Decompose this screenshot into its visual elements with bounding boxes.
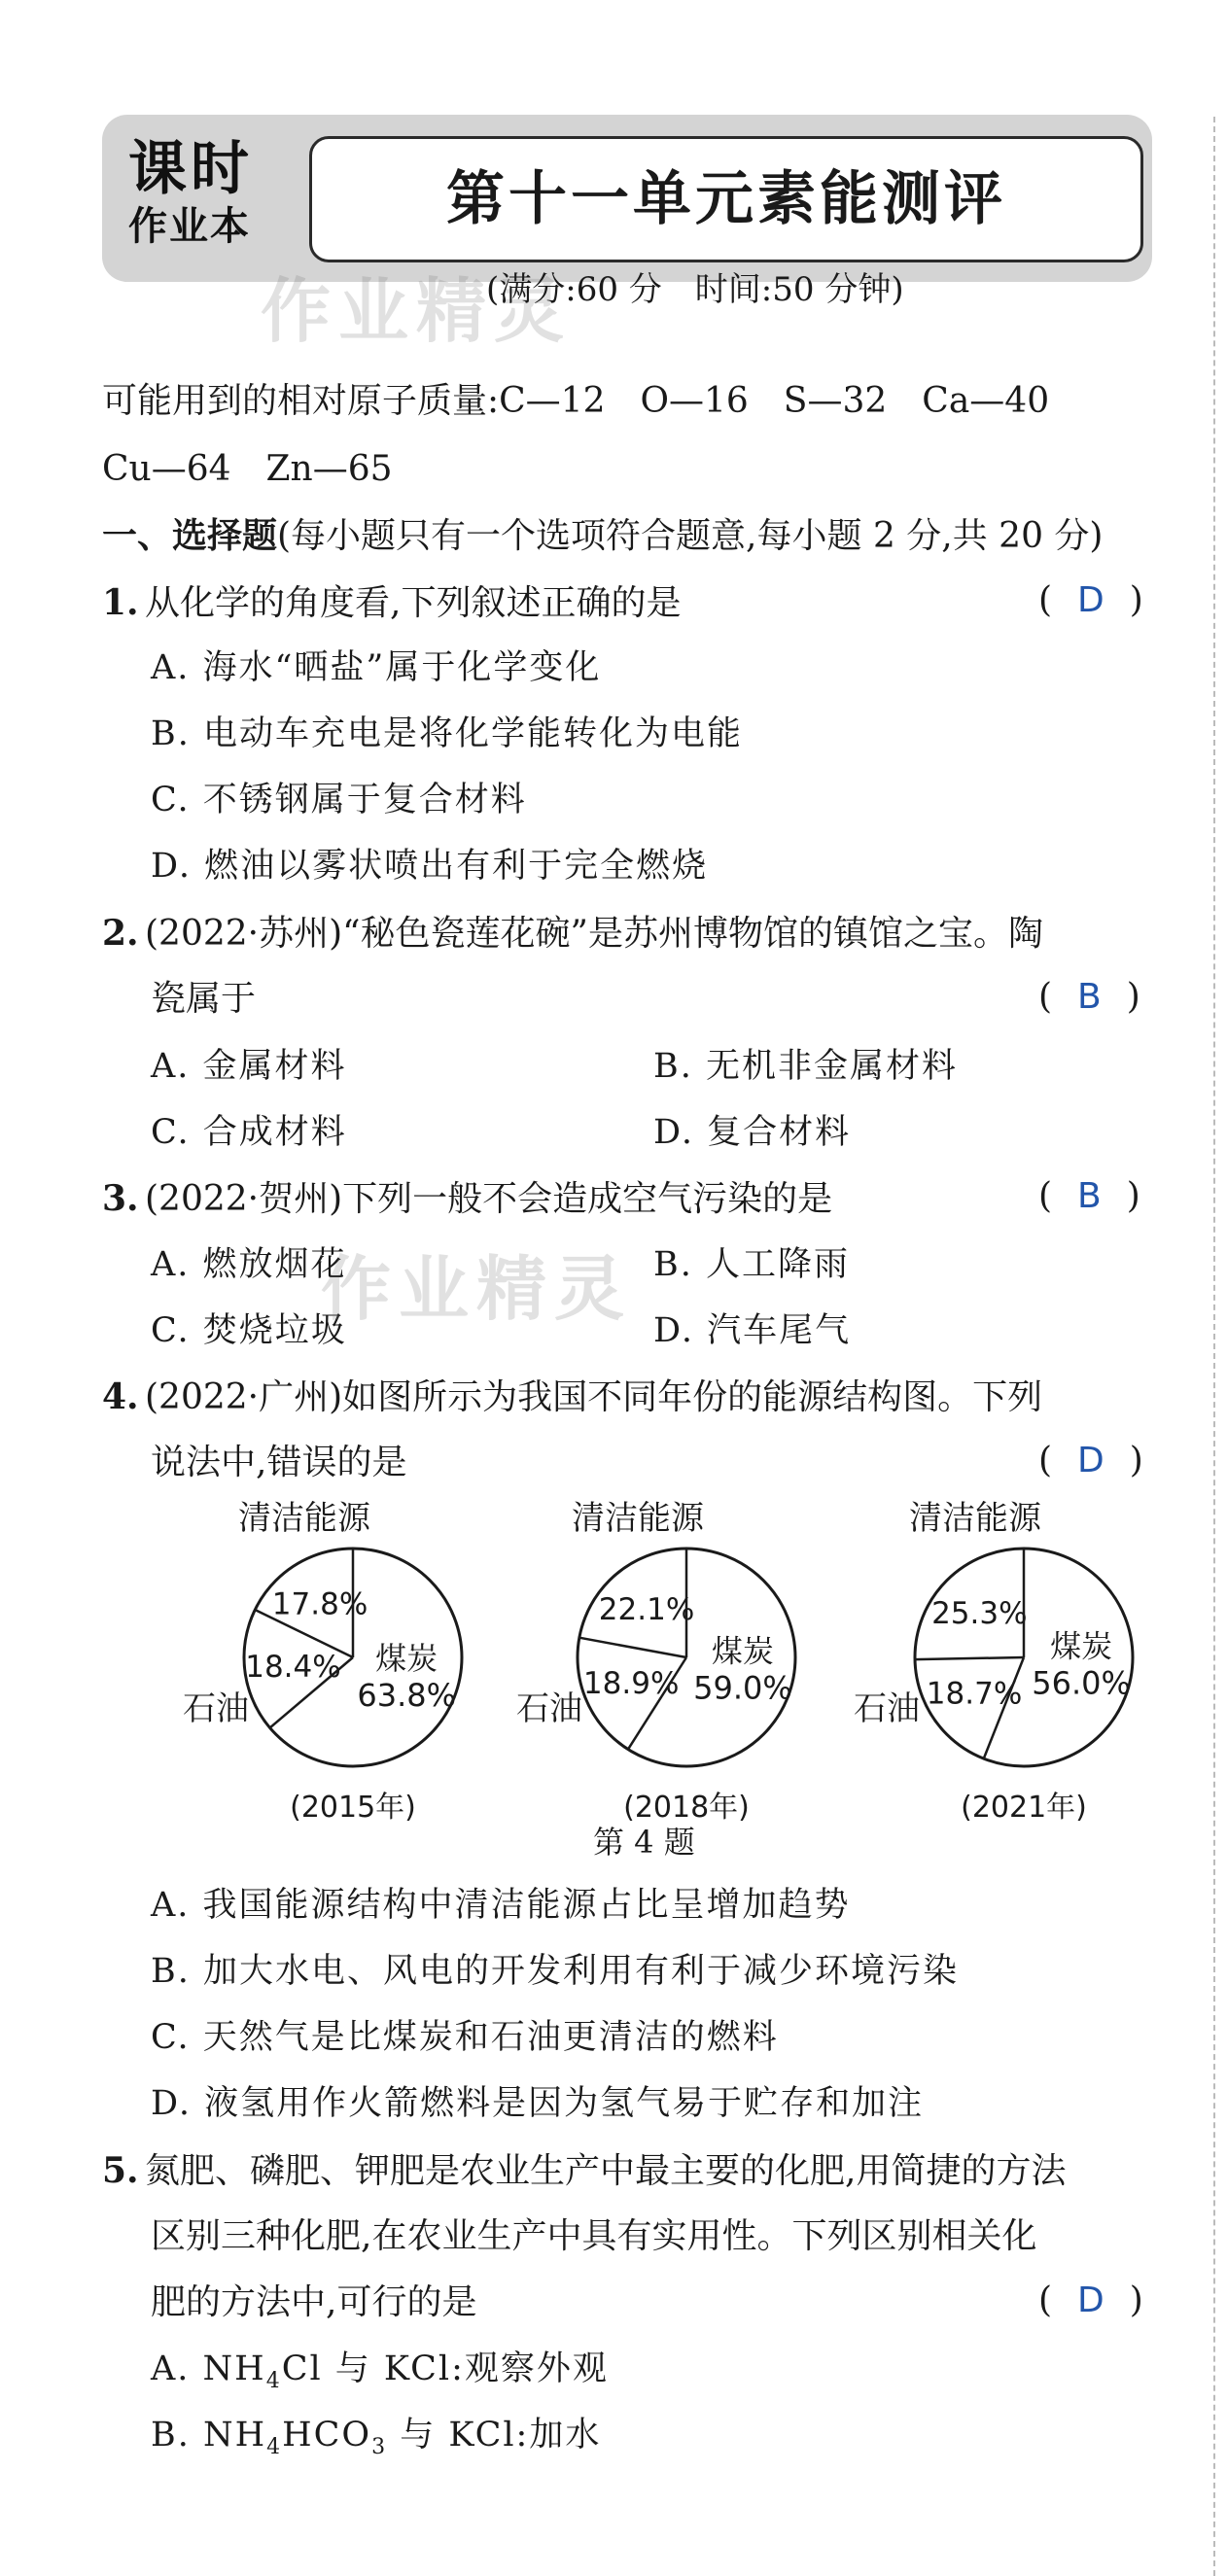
question-number: 4. xyxy=(102,1376,139,1417)
question-5 xyxy=(102,2146,1066,2196)
question-3 xyxy=(102,1174,832,1224)
pie-outer-label-clean-energy: 清洁能源 xyxy=(909,1499,1041,1538)
answer-letter: B xyxy=(1077,977,1102,1017)
q4-option-b: B. 加大水电、风电的开发利用有利于减少环境污染 xyxy=(151,1952,959,1991)
pie-label-oil-value: 18.9% xyxy=(582,1665,680,1701)
brand-line2: 作业本 xyxy=(128,204,251,249)
watermark: 作业精灵 xyxy=(321,1248,633,1330)
question-text: 氮肥、磷肥、钾肥是农业生产中最主要的化肥,用简捷的方法 xyxy=(145,2151,1067,2191)
q1-option-d: D. 燃油以雾状喷出有利于完全燃烧 xyxy=(151,847,709,886)
atomic-mass-line2: Cu—64 Zn—65 xyxy=(102,449,393,489)
pie-label-clean-value: 22.1% xyxy=(598,1591,695,1627)
pie-outer-label-oil: 石油 xyxy=(516,1689,582,1728)
question-number: 1. xyxy=(102,582,139,623)
q2-option-a: A. 金属材料 xyxy=(151,1047,347,1086)
answer-q1: ( D ) xyxy=(1038,580,1143,620)
question-text: 从化学的角度看,下列叙述正确的是 xyxy=(145,583,682,623)
pie-outer-label-clean-energy: 清洁能源 xyxy=(572,1499,704,1538)
pie-label-coal-name: 煤炭 xyxy=(711,1632,774,1670)
q3-option-b: B. 人工降雨 xyxy=(653,1245,850,1284)
section-heading xyxy=(102,511,1103,561)
section-note: (每小题只有一个选项符合题意,每小题 2 分,共 20 分) xyxy=(277,516,1104,556)
question-4-line2: 说法中,错误的是 xyxy=(151,1443,407,1482)
score-info: (满分:60 分 时间:50 分钟) xyxy=(486,270,904,309)
q1-option-a: A. 海水“晒盐”属于化学变化 xyxy=(151,648,602,687)
q4-option-a: A. 我国能源结构中清洁能源占比呈增加趋势 xyxy=(151,1886,851,1925)
pie-outer-label-oil: 石油 xyxy=(854,1689,920,1728)
answer-letter: D xyxy=(1077,2280,1104,2320)
figure-caption: 第 4 题 xyxy=(593,1824,695,1861)
question-number: 3. xyxy=(102,1178,139,1219)
q2-option-d: D. 复合材料 xyxy=(653,1113,852,1152)
q2-option-c: C. 合成材料 xyxy=(151,1113,347,1152)
pie-label-oil-value: 18.4% xyxy=(245,1649,341,1685)
page-title: 第十一单元素能测评 xyxy=(446,165,1006,233)
q3-option-c: C. 焚烧垃圾 xyxy=(151,1311,347,1350)
answer-q2: ( B ) xyxy=(1038,977,1140,1017)
answer-letter: D xyxy=(1077,1441,1104,1480)
answer-q5: ( D ) xyxy=(1038,2280,1143,2320)
question-number: 2. xyxy=(102,913,139,954)
energy-structure-pie-charts xyxy=(0,1497,1227,1866)
brand-logo xyxy=(128,136,294,251)
q4-option-c: C. 天然气是比煤炭和石油更清洁的燃料 xyxy=(151,2018,779,2057)
question-text: (2022·广州)如图所示为我国不同年份的能源结构图。下列 xyxy=(145,1377,1043,1417)
page-edge-divider xyxy=(1213,117,1215,2576)
answer-q4: ( D ) xyxy=(1038,1441,1143,1480)
question-number: 5. xyxy=(102,2150,139,2191)
q3-option-a: A. 燃放烟花 xyxy=(151,1245,347,1284)
q5-option-a: A. $NH_4Cl$ 与 KCl:观察外观 xyxy=(151,2350,609,2393)
pie-year-label: (2015年) xyxy=(290,1791,416,1825)
question-text: (2022·贺州)下列一般不会造成空气污染的是 xyxy=(145,1179,833,1219)
question-5-line3: 肥的方法中,可行的是 xyxy=(151,2282,477,2322)
q4-option-d: D. 液氢用作火箭燃料是因为氢气易于贮存和加注 xyxy=(151,2084,925,2123)
q1-option-b: B. 电动车充电是将化学能转化为电能 xyxy=(151,714,743,753)
pie-label-coal-value: 63.8% xyxy=(357,1676,457,1714)
pie-year-label: (2018年) xyxy=(623,1791,750,1825)
question-4 xyxy=(102,1373,1042,1422)
q5-option-b: B. $NH_4HCO_3$ 与 KCl:加水 xyxy=(151,2416,602,2459)
pie-label-coal-name: 煤炭 xyxy=(1050,1627,1113,1665)
pie-label-clean-value: 25.3% xyxy=(931,1596,1028,1632)
q3-option-d: D. 汽车尾气 xyxy=(653,1311,852,1350)
question-1 xyxy=(102,578,681,628)
pie-label-oil-value: 18.7% xyxy=(926,1676,1023,1712)
watermark: 作业精灵 xyxy=(261,270,573,352)
answer-q3: ( B ) xyxy=(1038,1176,1140,1216)
pie-label-clean-value: 17.8% xyxy=(271,1586,368,1622)
pie-outer-label-clean-energy: 清洁能源 xyxy=(238,1499,370,1538)
question-5-line2: 区别三种化肥,在农业生产中具有实用性。下列区别相关化 xyxy=(151,2216,1037,2256)
answer-letter: B xyxy=(1077,1176,1102,1216)
q1-option-c: C. 不锈钢属于复合材料 xyxy=(151,781,527,819)
pie-outer-label-oil: 石油 xyxy=(183,1689,249,1728)
atomic-mass-line1: 可能用到的相对原子质量:C—12 O—16 S—32 Ca—40 xyxy=(102,381,1050,421)
answer-letter: D xyxy=(1077,580,1104,620)
question-text: (2022·苏州)“秘色瓷莲花碗”是苏州博物馆的镇馆之宝。陶 xyxy=(145,914,1043,954)
question-2-line2: 瓷属于 xyxy=(151,979,257,1019)
pie-label-coal-value: 56.0% xyxy=(1032,1664,1131,1702)
brand-line1: 课时 xyxy=(128,135,253,203)
question-2 xyxy=(102,909,1043,958)
section-title: 一、选择题 xyxy=(102,515,278,556)
pie-label-coal-name: 煤炭 xyxy=(375,1639,438,1677)
pie-label-coal-value: 59.0% xyxy=(693,1669,792,1707)
q2-option-b: B. 无机非金属材料 xyxy=(653,1047,958,1086)
pie-year-label: (2021年) xyxy=(961,1791,1087,1825)
